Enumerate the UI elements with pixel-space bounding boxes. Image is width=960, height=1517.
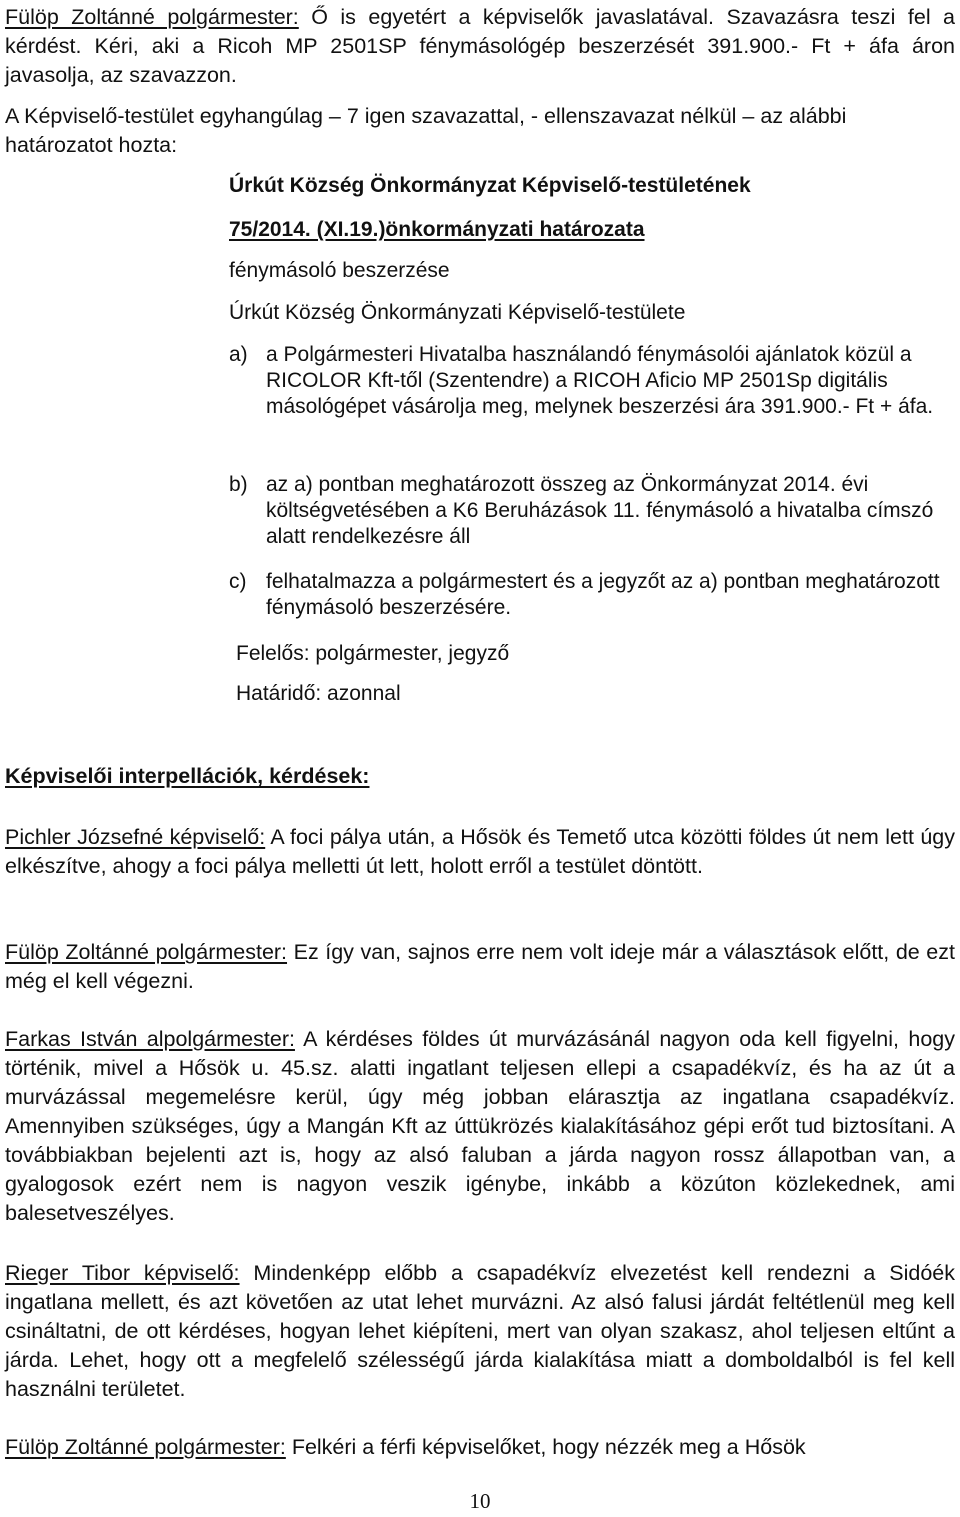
- intro-paragraph: [5, 3, 955, 90]
- deadline-line: Határidő: azonnal: [236, 682, 401, 705]
- interpellation-paragraph: [5, 1025, 955, 1228]
- interpellation-paragraph: [5, 1433, 955, 1462]
- item-text: a Polgármesteri Hivatalba használandó fénymásolói ajánlatok közül a RICOLOR Kft-től (Szentendre) a RICOH Aficio MP 2501Sp digitális másológépet vásárolja meg, melynek beszerzési ára 391.900.- Ft + áfa.: [266, 343, 934, 418]
- speaker-name: Fülöp Zoltánné polgármester:: [5, 1435, 286, 1459]
- vote-paragraph: A Képviselő-testület egyhangúlag – 7 igen szavazattal, - ellenszavazat nélkül – az alábbi határozatot hozta:: [5, 104, 847, 157]
- paragraph-text: Mindenképp előbb a csapadékvíz elvezetést kell rendezni a Sidóék ingatlana mellett, és azt követően az utat lehet murvázni. Az alsó falusi járdát feltétlenül meg kell csináltatni, de ott kérdéses, hogyan lehet kiépíteni, mert van olyan szakasz, ahol teljesen eltűnt a járda. Lehet, hogy ott a megfelelő szélességű járda kialakítása miatt a domboldalból is fel kell használni területet.: [5, 1261, 956, 1401]
- paragraph-text: Ez így van, sajnos erre nem volt ideje már a választások előtt, de ezt még el kell végezni.: [5, 940, 955, 993]
- item-marker: a): [229, 343, 248, 366]
- speaker-name: Farkas István alpolgármester:: [5, 1027, 295, 1051]
- interpellation-paragraph: [5, 1259, 955, 1404]
- item-text: felhatalmazza a polgármestert és a jegyzőt az a) pontban meghatározott fénymásoló beszerzésére.: [266, 570, 940, 619]
- speaker-name: Fülöp Zoltánné polgármester:: [5, 5, 299, 29]
- resolution-header: Úrkút Község Önkormányzat Képviselő-testületének: [229, 174, 751, 197]
- item-text: az a) pontban meghatározott összeg az Önkormányzat 2014. évi költségvetésében a K6 Beruházások 11. fénymásoló a hivatalba címszó alatt rendelkezésre áll: [266, 473, 934, 548]
- paragraph-text: Ő is egyetért a képviselők javaslatával. Szavazásra teszi fel a kérdést. Kéri, aki a Ricoh MP 2501SP fénymásológép beszerzését 391.900.- Ft + áfa áron javasolja, az szavazzon.: [5, 5, 955, 87]
- page-number: 10: [469, 1489, 491, 1513]
- speaker-name: Pichler Józsefné képviselő:: [5, 825, 266, 849]
- paragraph-text: Felkéri a férfi képviselőket, hogy nézzék meg a Hősök: [285, 1435, 806, 1459]
- resolution-item-b: [229, 472, 949, 550]
- paragraph-text: A foci pálya után, a Hősök és Temető utca közötti földes út nem lett úgy elkészítve, ahogy a foci pálya melletti út lett, holott erről a testület döntött.: [5, 825, 955, 878]
- speaker-name: Rieger Tibor képviselő:: [5, 1261, 240, 1285]
- resolution-body-intro: Úrkút Község Önkormányzati Képviselő-testülete: [229, 301, 686, 324]
- item-marker: b): [229, 473, 248, 496]
- paragraph-text: A kérdéses földes út murvázásánál nagyon oda kell figyelni, hogy történik, mivel a Hősök u. 45.sz. alatti ingatlant teljesen ellepi a csapadékvíz, és ha az út a murvázással megemelésre kerül, úgy még jobban elárasztja az ingatlana csapadékvíz. Amennyiben szükséges, úgy a Mangán Kft az úttükrözés kialakításához gépi erőt tud biztosítani. A továbbiakban bejelenti azt is, hogy az alsó faluban a járda nagyon rossz állapotban van, a gyalogosok ezért nem is nagyon veszik igénybe, inkább a közúton közlekednek, ami balesetveszélyes.: [5, 1027, 955, 1225]
- interpellation-paragraph: [5, 823, 955, 881]
- resolution-subject: fénymásoló beszerzése: [229, 259, 450, 282]
- resolution-item-c: [229, 569, 949, 621]
- resolution-number: 75/2014. (XI.19.)önkormányzati határozata: [229, 218, 645, 241]
- responsible-line: Felelős: polgármester, jegyző: [236, 642, 510, 665]
- interpellation-paragraph: [5, 938, 955, 996]
- section-title: Képviselői interpellációk, kérdések:: [5, 764, 370, 788]
- resolution-item-a: [229, 342, 949, 420]
- item-marker: c): [229, 570, 247, 593]
- speaker-name: Fülöp Zoltánné polgármester:: [5, 940, 288, 964]
